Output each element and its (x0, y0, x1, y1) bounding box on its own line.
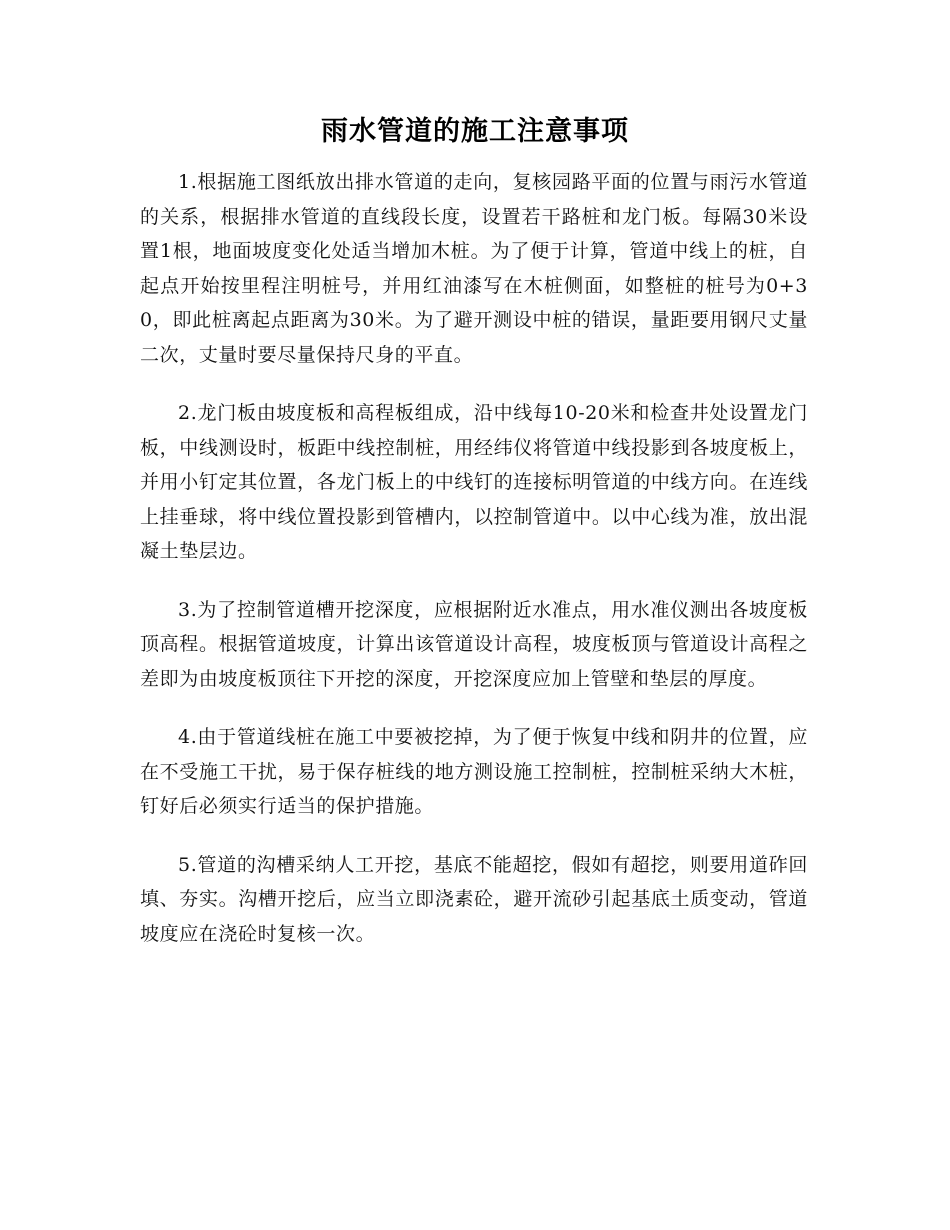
document-body (140, 165, 808, 975)
paragraph-3: 3.为了控制管道槽开挖深度，应根据附近水准点，用水准仪测出各坡度板顶高程。根据管道坡度，计算出该管道设计高程，坡度板顶与管道设计高程之差即为由坡度板顶往下开挖的深度，开挖深度应加上管壁和垫层的厚度。 (140, 598, 808, 690)
paragraph-2: 2.龙门板由坡度板和高程板组成，沿中线每10-20米和检查井处设置龙门板，中线测设时，板距中线控制桩，用经纬仪将管道中线投影到各坡度板上，并用小钉定其位置，各龙门板上的中线钉的连接标明管道的中线方向。在连线上挂垂球，将中线位置投影到管槽内，以控制管道中。以中心线为准，放出混凝土垫层边。 (140, 402, 808, 562)
paragraph-1: 1.根据施工图纸放出排水管道的走向，复核园路平面的位置与雨污水管道的关系，根据排水管道的直线段长度，设置若干路桩和龙门板。每隔30米设置1根，地面坡度变化处适当增加木桩。为了便于计算，管道中线上的桩，自起点开始按里程注明桩号，并用红油漆写在木桩侧面，如整桩的桩号为0+30，即此桩离起点距离为30米。为了避开测设中桩的错误，量距要用钢尺丈量二次，丈量时要尽量保持尺身的平直。 (140, 171, 808, 366)
paragraph-5: 5.管道的沟槽采纳人工开挖，基底不能超挖，假如有超挖，则要用道砟回填、夯实。沟槽开挖后，应当立即浇素砼，避开流砂引起基底土质变动，管道坡度应在浇砼时复核一次。 (140, 853, 808, 945)
paragraph-4: 4.由于管道线桩在施工中要被挖掉，为了便于恢复中线和阴井的位置，应在不受施工干扰，易于保存桩线的地方测设施工控制桩，控制桩采纳大木桩，钉好后必须实行适当的保护措施。 (140, 726, 808, 817)
document-title: 雨水管道的施工注意事项 (321, 116, 629, 147)
